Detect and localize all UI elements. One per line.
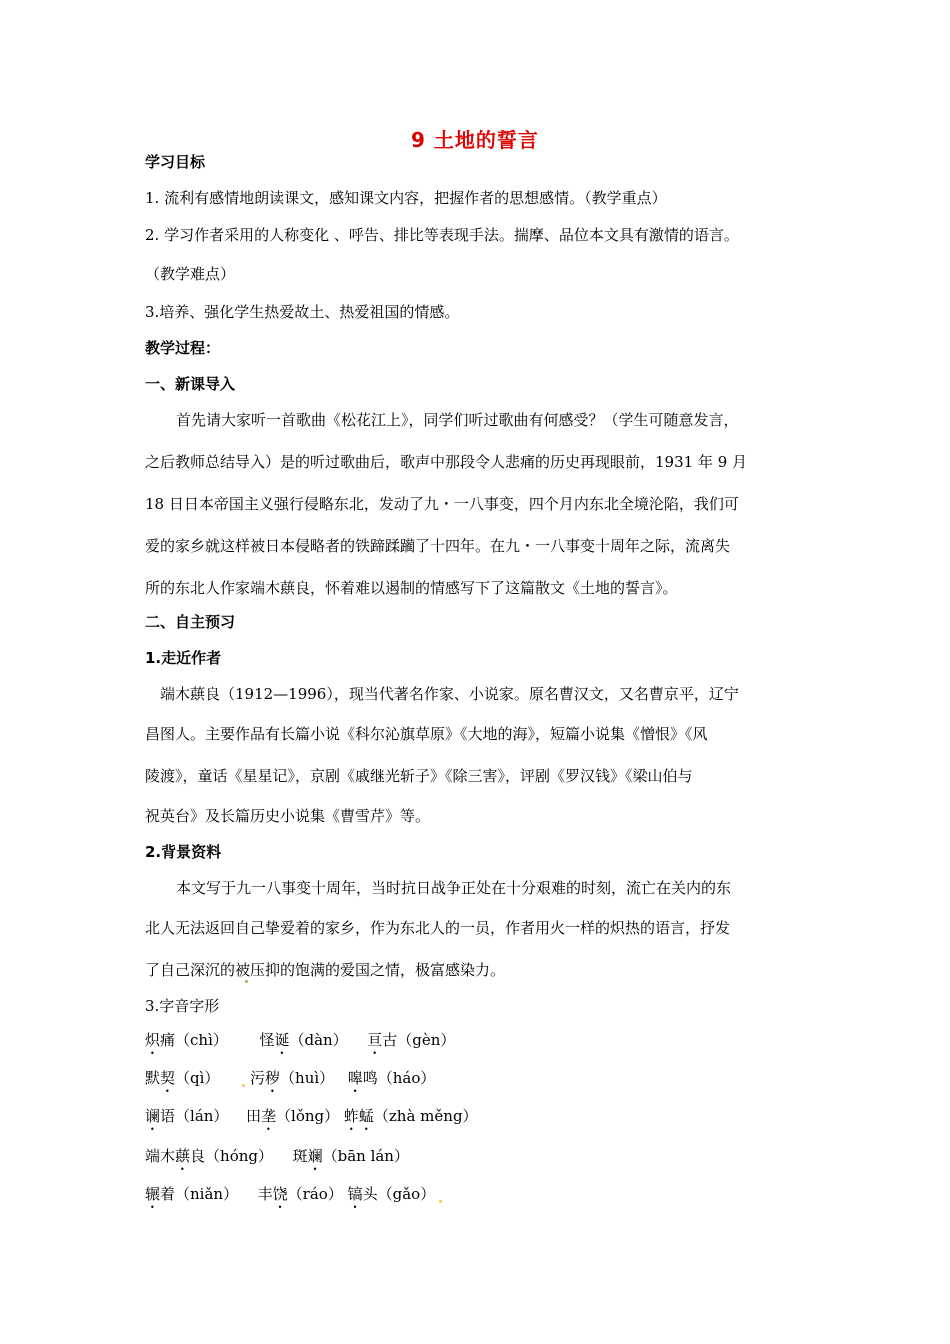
word-item: 斑斓（bān lán）	[292, 1147, 409, 1165]
pronunciation-row	[145, 1146, 409, 1174]
intro-line: 首先请大家听一首歌曲《松花江上》，同学们听过歌曲有何感受？（学生可随意发言，	[176, 411, 739, 429]
intro-line: 之后教师总结导入）是的听过歌曲后，歌声中那段令人悲痛的历史再现眼前，1931 年 9 月	[145, 453, 748, 471]
background-line: 北人无法返回自己挚爱着的家乡，作为东北人的一员，作者用火一样的炽热的语言，抒发	[145, 919, 731, 937]
yellow-dot-mark	[242, 1084, 245, 1087]
section-intro-heading: 一、新课导入	[145, 375, 236, 393]
green-dot-mark	[245, 980, 248, 983]
pronunciation-row	[145, 1184, 442, 1212]
author-line: 陵渡》，童话《星星记》，京剧《戚继光斩子》《除三害》，评剧《罗汉钱》《梁山伯与	[145, 767, 693, 785]
objective-item-2-note: （教学难点）	[145, 265, 236, 283]
process-heading: 教学过程：	[145, 339, 221, 357]
word-item: 端木蕻良（hóng）	[145, 1147, 273, 1165]
objective-item-2: 2. 学习作者采用的人称变化 、呼告、排比等表现手法。揣摩、品位本文具有激情的语言。	[145, 226, 739, 244]
pronunciation-row	[145, 1030, 455, 1058]
word-item: 怪诞（dàn）	[259, 1031, 348, 1049]
objective-item-1: 1. 流利有感情地朗读课文，感知课文内容，把握作者的思想感情。（教学重点）	[145, 189, 667, 207]
word-item: 谰语（lán）	[145, 1107, 229, 1125]
word-item: 默契（qì）	[145, 1069, 220, 1087]
word-item: 嗥鸣（háo）	[347, 1069, 436, 1087]
author-line: 昌图人。主要作品有长篇小说《科尔沁旗草原》《大地的海》，短篇小说集《憎恨》《风	[145, 725, 708, 743]
intro-line: 爱的家乡就这样被日本侵略者的铁蹄蹂躏了十四年。在九・一八事变十周年之际，流离失	[145, 537, 731, 555]
background-line: 本文写于九一八事变十周年，当时抗日战争正处在十分艰难的时刻，流亡在关内的东	[176, 879, 732, 897]
author-line: 祝英台》及长篇历史小说集《曹雪芹》等。	[145, 807, 431, 825]
pronunciation-row	[145, 1068, 435, 1096]
section-preview-heading: 二、自主预习	[145, 613, 236, 631]
word-item: 田垄（lǒng）	[245, 1107, 340, 1125]
author-line: 端木蕻良（1912—1996），现当代著名作家、小说家。原名曹汉文，又名曹京平，辽宁	[160, 685, 739, 703]
objectives-heading: 学习目标	[145, 153, 206, 171]
background-heading: 2.背景资料	[145, 843, 222, 861]
pronunciation-row	[145, 1106, 478, 1134]
word-item: 炽痛（chì）	[145, 1031, 228, 1049]
intro-line: 所的东北人作家端木蕻良，怀着难以遏制的情感写下了这篇散文《土地的誓言》。	[145, 579, 678, 597]
word-item: 蚱蜢（zhà měng）	[343, 1107, 478, 1125]
author-heading: 1.走近作者	[145, 649, 222, 667]
word-item: 污秽（huì）	[250, 1069, 335, 1087]
intro-line: 18 日日本帝国主义强行侵略东北，发动了九・一八事变，四个月内东北全境沦陷，我们可	[145, 495, 739, 513]
word-item: 亘古（gèn）	[367, 1031, 456, 1049]
objective-item-3: 3.培养、强化学生热爱故土、热爱祖国的情感。	[145, 303, 460, 321]
pronunciation-heading: 3.字音字形	[145, 997, 220, 1015]
yellow-dot-mark	[439, 1200, 442, 1203]
word-item: 辗着（niǎn）	[145, 1185, 239, 1203]
background-line: 了自己深沉的被压抑的饱满的爱国之情，极富感染力。	[145, 961, 506, 979]
word-item: 镐头（gǎo）	[347, 1185, 436, 1203]
word-item: 丰饶（ráo）	[257, 1185, 343, 1203]
page-title: 9 土地的誓言	[411, 128, 539, 152]
